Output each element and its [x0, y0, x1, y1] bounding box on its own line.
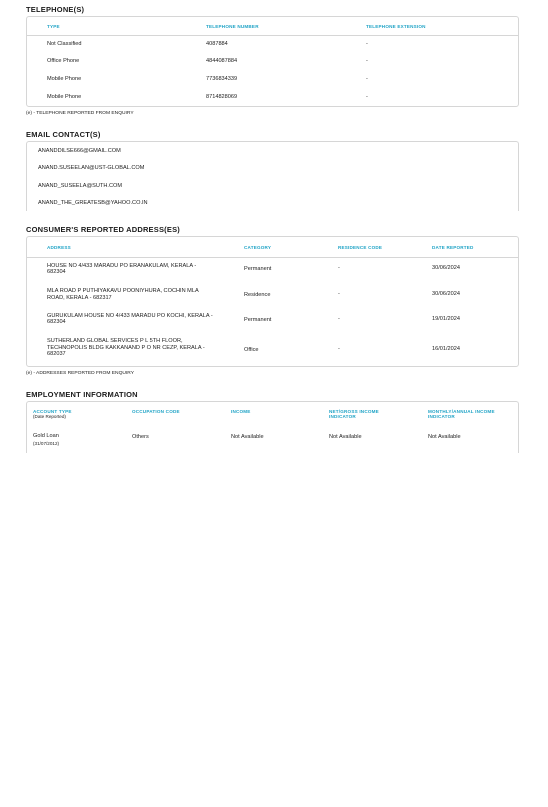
email-item: ANAND_SUSEELA@SUTH.COM: [38, 183, 123, 189]
address-line: ROAD, KERALA - 682317: [47, 295, 112, 301]
addresses-note: (e) - ADDRESSES REPORTED FROM ENQUIRY: [26, 371, 134, 376]
email-item: ANANDDILSE666@GMAIL.COM: [38, 148, 121, 154]
phone-number: 4844087884: [206, 58, 238, 64]
address-date: 30/06/2024: [432, 265, 460, 271]
col-header-net-gross-indicator: NET/GROSS INCOME INDICATOR: [329, 409, 379, 419]
employment-occupation: Others: [132, 434, 149, 440]
col-header-telephone-number: TELEPHONE NUMBER: [206, 24, 259, 29]
employment-monthly-annual: Not Available: [428, 434, 461, 440]
col-header-type: TYPE: [47, 24, 60, 29]
address-date: 16/01/2024: [432, 346, 460, 352]
address-line: 682304: [47, 319, 66, 325]
email-item: ANAND.SUSEELAN@UST-GLOBAL.COM: [38, 165, 145, 171]
address-category: Permanent: [244, 266, 272, 272]
address-date: 30/06/2024: [432, 291, 460, 297]
col-header-monthly-annual-indicator: MONTHLY/ANNUAL INCOME INDICATOR: [428, 409, 495, 419]
address-residence-code: -: [338, 316, 340, 322]
col-header-telephone-extension: TELEPHONE EXTENSION: [366, 24, 426, 29]
employment-income: Not Available: [231, 434, 264, 440]
col-header-residence-code: RESIDENCE CODE: [338, 245, 383, 250]
emails-title: EMAIL CONTACT(S): [26, 130, 101, 139]
addresses-table: [26, 236, 519, 367]
address-date: 19/01/2024: [432, 316, 460, 322]
address-residence-code: -: [338, 346, 340, 352]
header-divider: [27, 257, 518, 258]
address-category: Permanent: [244, 317, 272, 323]
addresses-title: CONSUMER'S REPORTED ADDRESS(ES): [26, 225, 180, 234]
address-residence-code: -: [338, 291, 340, 297]
phone-extension: -: [366, 58, 368, 64]
address-line: 682037: [47, 351, 66, 357]
phone-number: 8714828069: [206, 94, 238, 100]
address-line: MLA ROAD P PUTHIYAKAVU POONIYHURA, COCHIN MLA: [47, 288, 199, 294]
col-header-date-reported-sub: (Date Reported): [33, 414, 66, 419]
address-category: Office: [244, 347, 259, 353]
employment-date-reported: (31/07/2012): [33, 441, 60, 446]
phone-number: 4087884: [206, 41, 228, 47]
telephones-title: TELEPHONE(S): [26, 5, 85, 14]
telephones-table: [26, 16, 519, 107]
address-category: Residence: [244, 292, 271, 298]
address-line: GURUKULAM HOUSE NO 4/433 MARADU PO KOCHI, KERALA -: [47, 313, 213, 319]
email-item: ANAND_THE_GREATESB@YAHOO.CO.IN: [38, 200, 148, 206]
emails-list: [26, 141, 519, 211]
phone-type: Mobile Phone: [47, 76, 82, 82]
address-line: SUTHERLAND GLOBAL SERVICES P L 5TH FLOOR,: [47, 338, 183, 344]
telephones-note: (e) - TELEPHONE REPORTED FROM ENQUIRY: [26, 111, 134, 116]
phone-number: 7736834339: [206, 76, 238, 82]
address-line: TECHNOPOLIS BLDG KAKKANAND P O NR CEZP, KERALA -: [47, 345, 205, 351]
phone-extension: -: [366, 41, 368, 47]
phone-extension: -: [366, 76, 368, 82]
col-header-income: INCOME: [231, 409, 251, 414]
col-header-account-type: ACCOUNT TYPE: [33, 409, 72, 414]
employment-account-type: Gold Loan: [33, 433, 59, 439]
phone-type: Not Classified: [47, 41, 82, 47]
col-header-occupation-code: OCCUPATION CODE: [132, 409, 180, 414]
employment-net-gross: Not Available: [329, 434, 362, 440]
employment-table: [26, 401, 519, 453]
col-header-category: CATEGORY: [244, 245, 272, 250]
employment-title: EMPLOYMENT INFORMATION: [26, 390, 138, 399]
phone-extension: -: [366, 94, 368, 100]
col-header-address: ADDRESS: [47, 245, 71, 250]
header-divider: [27, 35, 518, 36]
address-line: HOUSE NO 4/433 MARADU PO ERANAKULAM, KERALA -: [47, 263, 197, 269]
address-residence-code: -: [338, 265, 340, 271]
phone-type: Office Phone: [47, 58, 80, 64]
phone-type: Mobile Phone: [47, 94, 82, 100]
address-line: 682304: [47, 269, 66, 275]
col-header-date-reported: DATE REPORTED: [432, 245, 474, 250]
